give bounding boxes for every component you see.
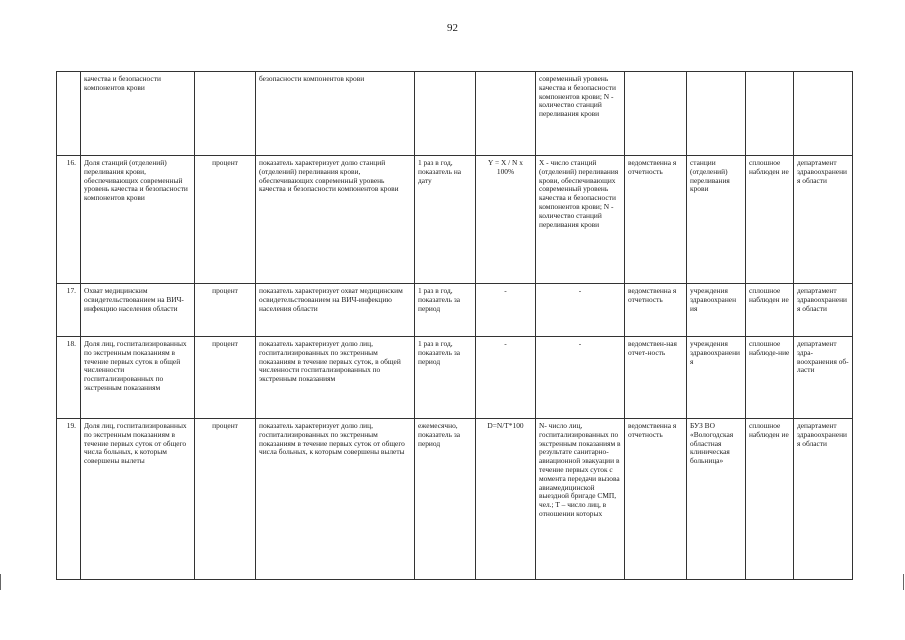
indicator-formula: D=N/T*100 — [476, 419, 536, 580]
indicator-source: ведомственна я отчетность — [625, 419, 687, 580]
table-row — [57, 284, 853, 337]
indicator-definition: показатель характеризует долю лиц, госпитализированных по экстренным показаниям в течение первых суток, в общей численности госпитализированных по экстренным показаниям — [256, 337, 415, 419]
indicator-observation-unit: БУЗ ВО «Вологодская областная клиническая больница» — [687, 419, 746, 580]
table-row — [57, 419, 853, 580]
table-row — [57, 72, 853, 156]
indicator-source: ведомствен-ная отчет-ность — [625, 337, 687, 419]
indicator-definition: показатель характеризует охват медицинским освидетельствованием на ВИЧ-инфекцию населения области — [256, 284, 415, 337]
indicator-name: Доля лиц, госпитализированных по экстренным показаниям в течение первых суток в общей численности госпитализированных по экстренным показаниям — [81, 337, 195, 419]
table-row — [57, 156, 853, 284]
indicator-source — [625, 72, 687, 156]
indicator-source: ведомственна я отчетность — [625, 156, 687, 284]
indicator-definition: безопасности компонентов крови — [256, 72, 415, 156]
indicator-components: X - число станций (отделений) переливания крови, обеспечивающих современный уровень качества и безопасности компонентов крови; N - количество станций переливания крови — [536, 156, 625, 284]
row-number: 19. — [57, 419, 81, 580]
indicator-unit: процент — [195, 419, 256, 580]
indicator-formula: - — [476, 284, 536, 337]
indicator-responsible: департамент здравоохранения области — [794, 419, 853, 580]
indicator-name: Доля лиц, госпитализированных по экстренным показаниям в течение первых суток от общего числа больных, к которым совершены вылеты — [81, 419, 195, 580]
indicator-method: сплошное наблюден ие — [746, 419, 794, 580]
indicator-frequency: ежемесячно, показатель за период — [415, 419, 476, 580]
indicator-name: Доля станций (отделений) переливания крови, обеспечивающих современный уровень качества и безопасности компонентов крови — [81, 156, 195, 284]
indicator-frequency: 1 раз в год, показатель за период — [415, 337, 476, 419]
indicator-observation-unit: учреждения здравоохранен ия — [687, 284, 746, 337]
row-number — [57, 72, 81, 156]
indicator-responsible: департамент здра-воохранения об-ласти — [794, 337, 853, 419]
indicator-definition: показатель характеризует долю станций (отделений) переливания крови, обеспечивающих современный уровень качества и безопасности компонентов крови — [256, 156, 415, 284]
row-number: 16. — [57, 156, 81, 284]
indicators-table — [56, 71, 853, 580]
indicator-responsible: департамент здравоохранения области — [794, 284, 853, 337]
indicator-frequency: 1 раз в год, показатель на дату — [415, 156, 476, 284]
indicator-frequency: 1 раз в год, показатель за период — [415, 284, 476, 337]
indicator-unit — [195, 72, 256, 156]
indicator-definition: показатель характеризует долю лиц, госпитализированных по экстренным показаниям в течение первых суток от общего числа больных, к которым совершены вылеты — [256, 419, 415, 580]
indicators-table-wrap — [56, 71, 853, 580]
indicator-components: - — [536, 337, 625, 419]
indicator-unit: процент — [195, 284, 256, 337]
indicator-responsible — [794, 72, 853, 156]
indicator-formula — [476, 72, 536, 156]
indicator-method — [746, 72, 794, 156]
indicator-frequency — [415, 72, 476, 156]
indicator-components: N- число лиц, госпитализированных по экстренным показаниям в результате санитарно-авиационной эвакуации в течение первых суток с момента передачи вызова авиамедицинской выездной бригаде СМП, чел.; T – число лиц, в отношении которых — [536, 419, 625, 580]
indicator-components: современный уровень качества и безопасности компонентов крови; N - количество станций переливания крови — [536, 72, 625, 156]
indicator-observation-unit: учреждения здравоохранения — [687, 337, 746, 419]
indicator-method: сплошное наблюден ие — [746, 284, 794, 337]
indicator-components: - — [536, 284, 625, 337]
scan-edge-mark — [903, 574, 904, 590]
page-number: 92 — [447, 22, 458, 34]
indicator-source: ведомственна я отчетность — [625, 284, 687, 337]
indicator-name: Охват медицинским освидетельствованием на ВИЧ-инфекцию населения области — [81, 284, 195, 337]
indicator-responsible: департамент здравоохранения области — [794, 156, 853, 284]
indicator-name: качества и безопасности компонентов крови — [81, 72, 195, 156]
table-row — [57, 337, 853, 419]
row-number: 17. — [57, 284, 81, 337]
indicator-method: сплошное наблюден ие — [746, 156, 794, 284]
indicator-unit: процент — [195, 337, 256, 419]
indicator-formula: - — [476, 337, 536, 419]
row-number: 18. — [57, 337, 81, 419]
scan-edge-mark — [0, 574, 1, 590]
indicator-unit: процент — [195, 156, 256, 284]
indicator-observation-unit — [687, 72, 746, 156]
indicator-observation-unit: станции (отделений) переливания крови — [687, 156, 746, 284]
indicator-method: сплошное наблюде-ние — [746, 337, 794, 419]
indicator-formula: Y = X / N x 100% — [476, 156, 536, 284]
